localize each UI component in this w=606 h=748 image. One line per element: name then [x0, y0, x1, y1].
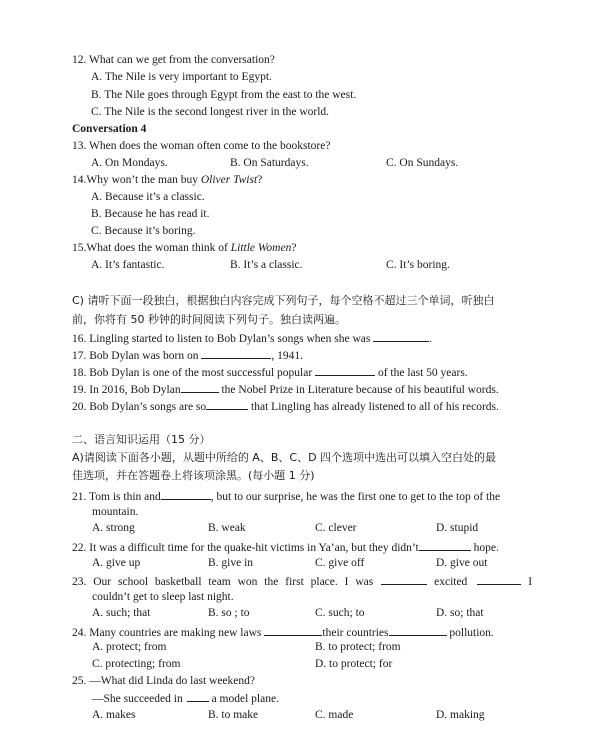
- q15-option-a: A. It’s fantastic.: [91, 259, 165, 271]
- q23-text-end: I: [521, 576, 533, 588]
- q15-book-title: Little Women: [230, 242, 292, 254]
- question-23: [72, 573, 532, 589]
- q23-line2: couldn’t get to sleep last night.: [92, 591, 234, 603]
- s16-text: 16. Lingling started to listen to Bob Dylan’s songs when she was: [72, 333, 374, 345]
- q21-option-d: D. stupid: [436, 522, 479, 534]
- s20-text: 20. Bob Dylan’s songs are so: [72, 401, 207, 413]
- s18-end: of the last 50 years.: [375, 367, 468, 379]
- sentence-18: [72, 364, 468, 380]
- q21-text: 21. Tom is thin and: [72, 491, 161, 503]
- answer-blank[interactable]: [187, 690, 209, 702]
- q25-line2: [92, 690, 279, 706]
- sentence-20: [72, 398, 499, 414]
- q25-option-d: D. making: [436, 709, 485, 721]
- q24-option-b: B. to protect; from: [315, 641, 401, 653]
- q21-line2: mountain.: [92, 506, 139, 518]
- s17-end: , 1941.: [271, 350, 303, 362]
- q25-option-b: B. to make: [208, 709, 259, 721]
- answer-blank[interactable]: [181, 381, 219, 393]
- q24-option-a: A. protect; from: [92, 641, 167, 653]
- s19-end: the Nobel Prize in Literature because of his beautiful words.: [218, 384, 499, 396]
- q14-suffix: ?: [257, 174, 263, 186]
- q13-option-a: A. On Mondays.: [91, 157, 168, 169]
- q12-option-b: B. The Nile goes through Egypt from the east to the west.: [91, 89, 357, 101]
- q22-option-c: C. give off: [315, 557, 365, 569]
- s20-end: that Lingling has already listened to all of his records.: [248, 401, 499, 413]
- conversation-4-heading: Conversation 4: [72, 123, 147, 135]
- question-25: 25. —What did Linda do last weekend?: [72, 675, 255, 687]
- s19-text: 19. In 2016, Bob Dylan: [72, 384, 181, 396]
- q21-text-cont: , but to our surprise, he was the first one to get to the top of the: [210, 491, 501, 503]
- part-c-instruction-line2: 前，你将有 50 秒钟的时间阅读下列句子。独白读两遍。: [72, 313, 346, 326]
- q23-option-d: D. so; that: [436, 607, 484, 619]
- q25-end: a model plane.: [208, 693, 279, 705]
- q25-option-c: C. made: [315, 709, 354, 721]
- question-15: [72, 241, 296, 255]
- q15-option-b: B. It’s a classic.: [230, 259, 303, 271]
- answer-blank[interactable]: [201, 347, 271, 359]
- answer-blank[interactable]: [389, 624, 447, 636]
- q23-option-c: C. such; to: [315, 607, 365, 619]
- q22-option-d: D. give out: [436, 557, 488, 569]
- answer-blank[interactable]: [206, 398, 248, 410]
- q23-text-mid: excited: [427, 576, 468, 588]
- q12-option-a: A. The Nile is very important to Egypt.: [91, 71, 272, 83]
- answer-blank[interactable]: [264, 624, 322, 636]
- question-21: [72, 488, 500, 504]
- q21-option-c: C. clever: [315, 522, 357, 534]
- q13-option-c: C. On Sundays.: [386, 157, 459, 169]
- q15-option-c: C. It’s boring.: [386, 259, 450, 271]
- q22-text: 22. It was a difficult time for the quake-hit victims in Ya’an, but they didn’t: [72, 542, 419, 554]
- s18-text: 18. Bob Dylan is one of the most successful popular: [72, 367, 316, 379]
- q14-option-a: A. Because it’s a classic.: [91, 191, 205, 203]
- q24-text: 24. Many countries are making new laws: [72, 627, 262, 639]
- q25-option-a: A. makes: [92, 709, 136, 721]
- section-2-heading: 二、语言知识运用（15 分）: [72, 433, 211, 446]
- q24-option-d: D. to protect; for: [315, 658, 393, 670]
- question-24: [72, 624, 494, 640]
- q24-text-mid: their countries: [322, 627, 389, 639]
- q14-option-b: B. Because he has read it.: [91, 208, 210, 220]
- q14-prefix: 14.Why won’t the man buy: [72, 174, 201, 186]
- q23-text: 23. Our school basketball team won the first place. I was: [72, 576, 374, 588]
- q15-prefix: 15.What does the woman think of: [72, 242, 231, 254]
- q12-option-c: C. The Nile is the second longest river in the world.: [91, 106, 330, 118]
- sentence-16: [72, 330, 432, 346]
- s17-text: 17. Bob Dylan was born on: [72, 350, 202, 362]
- answer-blank[interactable]: [161, 488, 211, 500]
- sentence-17: [72, 347, 303, 363]
- question-12: 12. What can we get from the conversation?: [72, 54, 275, 66]
- part-c-instruction-line1: C) 请听下面一段独白，根据独白内容完成下列句子，每个空格不超过三个单词，听独白: [72, 294, 495, 307]
- section-2-instruction-line2: 佳选项，并在答题卷上将该项涂黑。(每小题 1 分): [72, 469, 315, 482]
- question-13: 13. When does the woman often come to the bookstore?: [72, 140, 331, 152]
- answer-blank[interactable]: [373, 330, 429, 342]
- q23-option-a: A. such; that: [92, 607, 151, 619]
- q15-suffix: ?: [291, 242, 297, 254]
- q25-text: —She succeeded in: [92, 693, 183, 705]
- section-2-instruction-line1: A)请阅读下面各小题，从题中所给的 A、B、C、D 四个选项中选出可以填入空白处的最: [72, 451, 497, 464]
- q24-option-c: C. protecting; from: [92, 658, 181, 670]
- q21-option-b: B. weak: [208, 522, 246, 534]
- s16-end: .: [429, 333, 433, 345]
- answer-blank[interactable]: [315, 364, 375, 376]
- answer-blank[interactable]: [419, 539, 471, 551]
- answer-blank[interactable]: [381, 573, 427, 585]
- question-14: [72, 173, 262, 187]
- q21-option-a: A. strong: [92, 522, 135, 534]
- sentence-19: [72, 381, 499, 397]
- q22-end: hope.: [470, 542, 499, 554]
- q13-option-b: B. On Saturdays.: [230, 157, 309, 169]
- answer-blank[interactable]: [477, 573, 521, 585]
- q22-option-b: B. give in: [208, 557, 254, 569]
- q14-option-c: C. Because it’s boring.: [91, 225, 196, 237]
- q22-option-a: A. give up: [92, 557, 141, 569]
- q14-book-title: Oliver Twist: [200, 174, 258, 186]
- question-22: [72, 539, 499, 555]
- q23-option-b: B. so ; to: [208, 607, 250, 619]
- q24-end: pollution.: [446, 627, 494, 639]
